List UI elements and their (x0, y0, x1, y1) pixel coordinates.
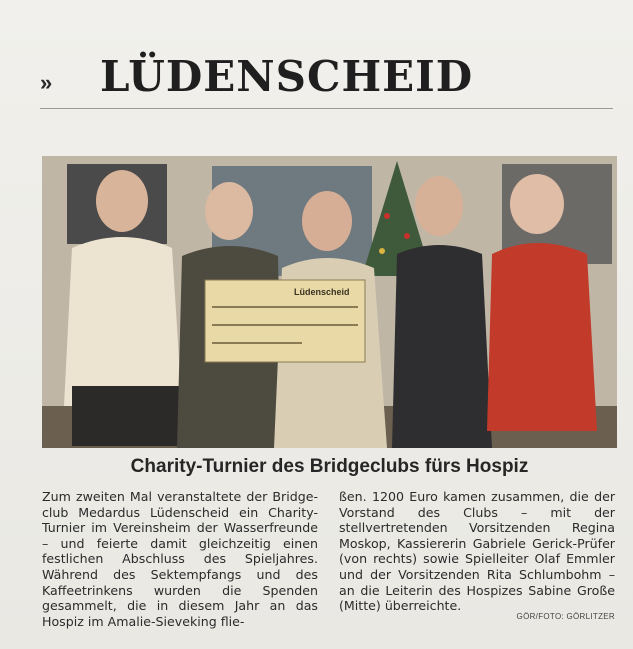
article-photo (42, 156, 617, 448)
article-body-right: ßen. 1200 Euro kamen zusammen, die der Vorstand des Clubs – mit der stellvertretenden Vorsitzenden Regina Moskop, Kassiererin Gabriele Gerick-Prüfer (von rechts) sowie Spielleiter Olaf Emmler und der Vorsitzenden Rita Schlumbohm – an die Leiterin des Hospizes Sabine Große (Mitte) überreichte. (339, 489, 615, 614)
person-1-head (96, 170, 148, 232)
person-4-head (415, 176, 463, 236)
section-title: LÜDENSCHEID (100, 52, 474, 101)
check-label: Lüdenscheid (294, 287, 350, 297)
photo-credit: GÖR/FOTO: GÖRLITZER (516, 612, 615, 621)
person-4-dress (392, 245, 492, 448)
person-5-head (510, 174, 564, 234)
header-divider (40, 108, 613, 109)
section-marker: » (40, 70, 53, 95)
person-2-head (205, 182, 253, 240)
article-body-left: Zum zweiten Mal veranstaltete der Bridge-club Medardus Lüdenscheid ein Charity-Turnier im Vereinsheim der Wasserfreunde – und feierte damit gleichzeitig einen festlichen Abschluss des Spieljahres. Während des Sektempfangs und des Kaffeetrinkens wurden die Spenden gesammelt, die in diesem Jahr an das Hospiz im Amalie-Sieveking flie- (42, 489, 318, 629)
photo-illustration (42, 156, 617, 448)
person-5-jacket (487, 243, 597, 431)
person-1-shirt (64, 237, 182, 406)
person-3-head (302, 191, 352, 251)
article-headline: Charity-Turnier des Bridgeclubs fürs Hospiz (130, 456, 529, 477)
